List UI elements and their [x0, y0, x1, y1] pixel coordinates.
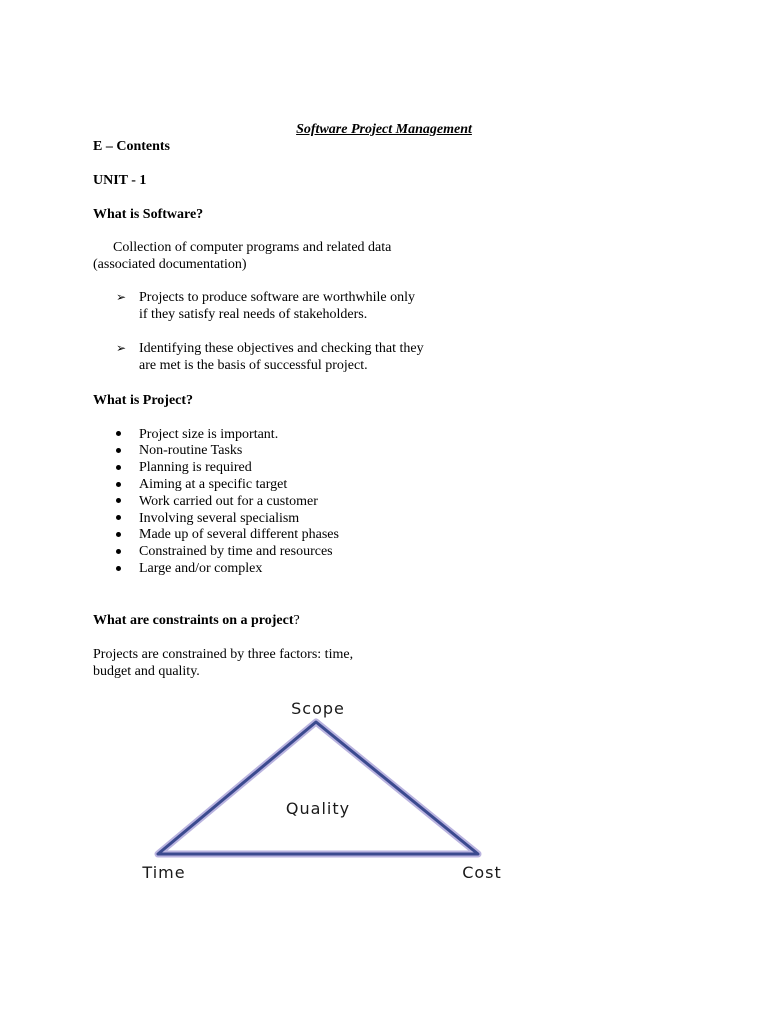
software-point-1-line1: Projects to produce software are worthwhile only — [139, 290, 416, 305]
triangle-glow — [158, 722, 478, 854]
contents-heading: E – Contents — [93, 139, 171, 154]
constraints-heading-mark: ? — [293, 613, 300, 628]
bullet-dot-icon — [116, 448, 121, 453]
list-item: Project size is important. — [139, 427, 279, 442]
bullet-dot-icon — [116, 431, 121, 436]
triangle-shape — [158, 722, 478, 854]
project-triangle-diagram — [120, 690, 540, 890]
list-item: Non-routine Tasks — [139, 443, 243, 458]
list-item: Work carried out for a customer — [139, 494, 318, 509]
constraints-heading — [93, 612, 300, 629]
bullet-dot-icon — [116, 498, 121, 503]
bullet-dot-icon — [116, 465, 121, 470]
triangle-outline — [158, 722, 478, 854]
constraints-text-line2: budget and quality. — [93, 664, 200, 679]
bullet-dot-icon — [116, 532, 121, 537]
software-point-2-line1: Identifying these objectives and checking that they — [139, 341, 424, 356]
list-item: Involving several specialism — [139, 511, 300, 526]
list-item: Aiming at a specific target — [139, 477, 288, 492]
software-point-2-line2: are met is the basis of successful project. — [139, 358, 368, 373]
quality-label: Quality — [285, 799, 351, 818]
bullet-dot-icon — [116, 549, 121, 554]
bullet-dot-icon — [116, 515, 121, 520]
software-point-1-line2: if they satisfy real needs of stakeholders. — [139, 307, 368, 322]
cost-label: Cost — [462, 863, 502, 882]
bullet-dot-icon — [116, 566, 121, 571]
arrow-bullet-icon: ➢ — [116, 290, 127, 304]
document-title: Software Project Management — [296, 122, 472, 137]
bullet-dot-icon — [116, 482, 121, 487]
arrow-bullet-icon: ➢ — [116, 341, 127, 355]
time-label: Time — [142, 863, 186, 882]
list-item: Planning is required — [139, 460, 252, 475]
software-definition-line2: (associated documentation) — [93, 257, 247, 272]
project-heading: What is Project? — [93, 393, 194, 408]
list-item: Large and/or complex — [139, 561, 263, 576]
software-heading: What is Software? — [93, 207, 204, 222]
constraints-heading-text: What are constraints on a project — [93, 613, 294, 628]
list-item: Constrained by time and resources — [139, 544, 333, 559]
software-definition-line1: Collection of computer programs and related data — [113, 240, 392, 255]
constraints-text-line1: Projects are constrained by three factors: time, — [93, 647, 354, 662]
unit-heading: UNIT - 1 — [93, 173, 147, 188]
list-item: Made up of several different phases — [139, 527, 339, 542]
scope-label: Scope — [291, 699, 345, 718]
